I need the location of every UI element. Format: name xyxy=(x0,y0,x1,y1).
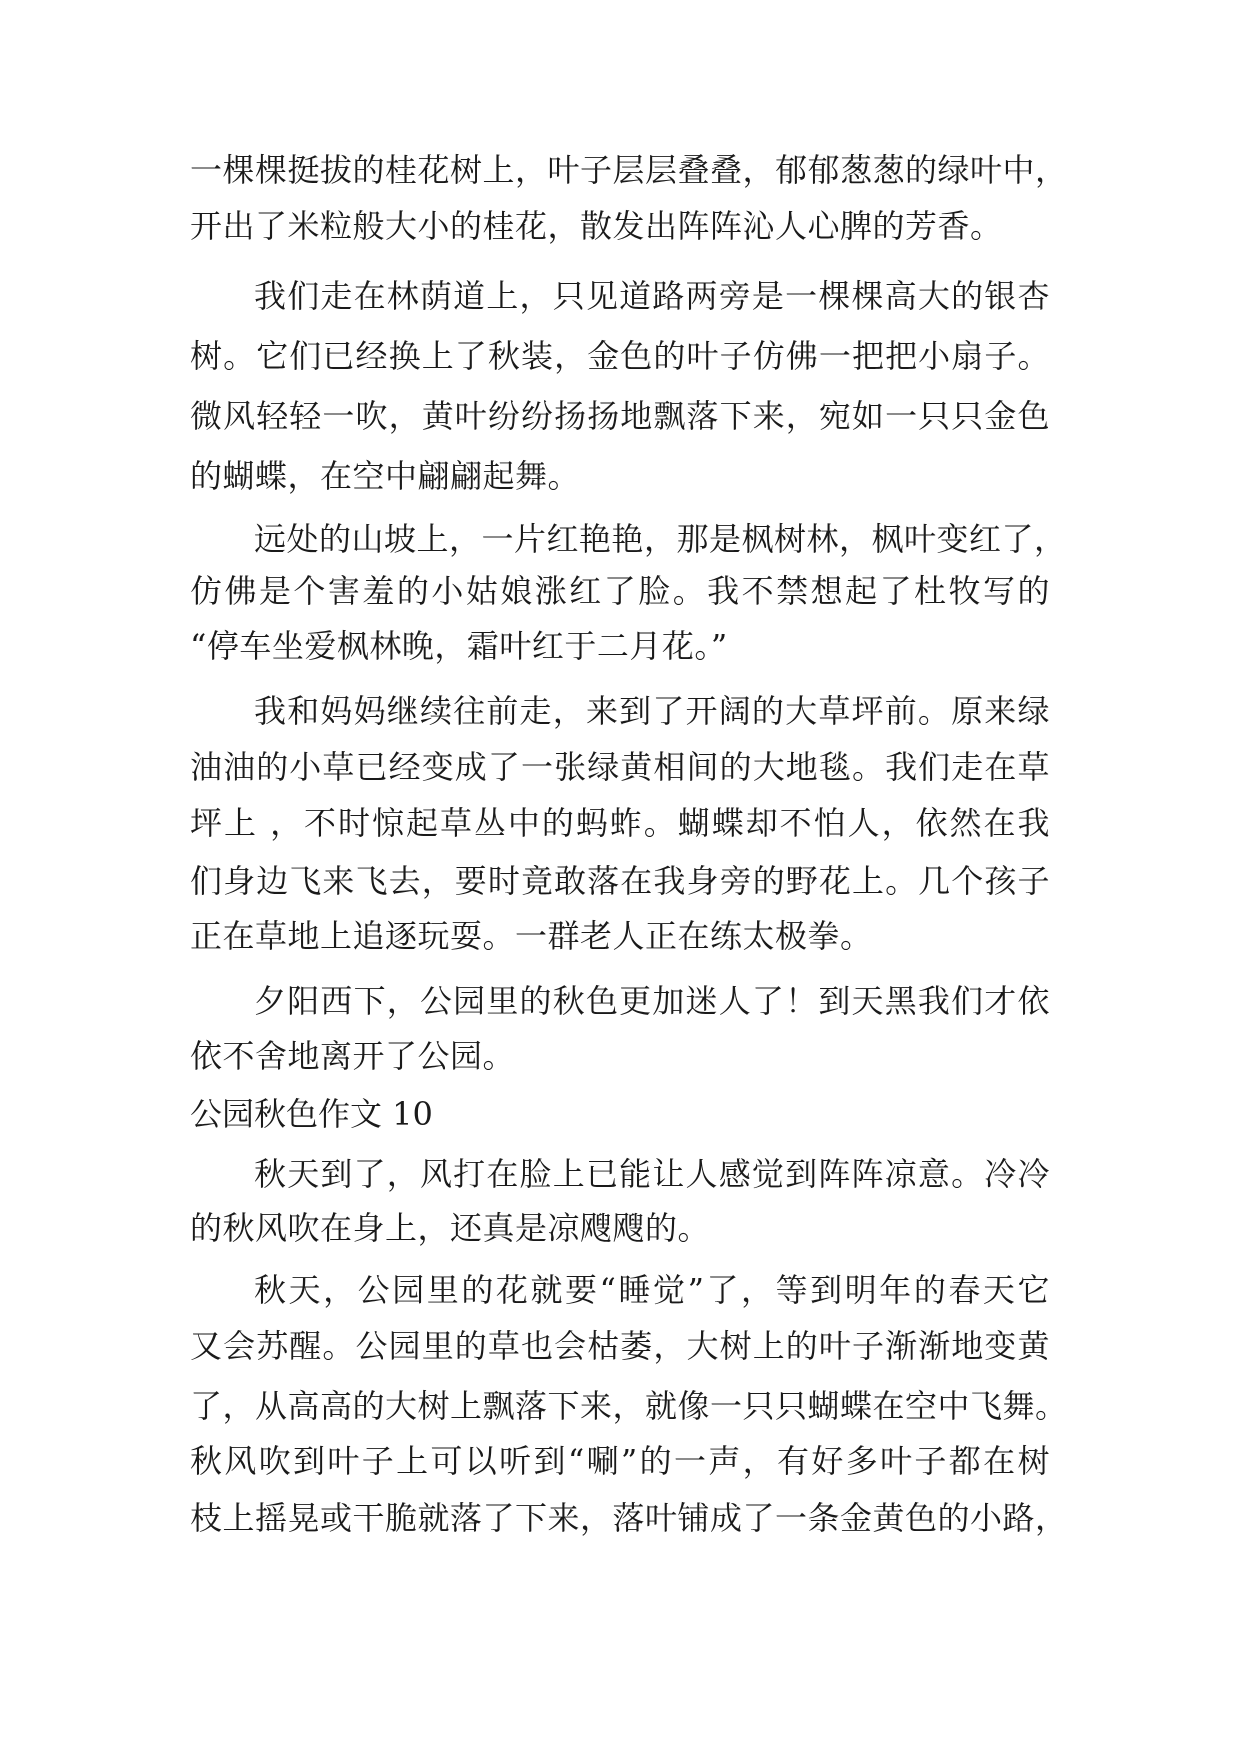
text-line: 了，从高高的大树上飘落下来，就像一只只蝴蝶在空中飞舞。 xyxy=(190,1387,1068,1425)
text-line: 秋风吹到叶子上可以听到“唰”的一声，有好多叶子都在树 xyxy=(190,1442,1050,1480)
text-line: 微风轻轻一吹，黄叶纷纷扬扬地飘落下来，宛如一只只金色 xyxy=(190,397,1050,435)
text-line: 秋天，公园里的花就要“睡觉”了，等到明年的春天它 xyxy=(254,1271,1050,1309)
text-line: 我和妈妈继续往前走，来到了开阔的大草坪前。原来绿 xyxy=(254,692,1050,730)
text-line: 远处的山坡上，一片红艳艳，那是枫树林，枫叶变红了， xyxy=(254,520,1067,558)
text-line: 正在草地上追逐玩耍。一群老人正在练太极拳。 xyxy=(190,917,873,955)
text-line: 仿佛是个害羞的小姑娘涨红了脸。我不禁想起了杜牧写的 xyxy=(190,572,1050,610)
text-line: 开出了米粒般大小的桂花，散发出阵阵沁人心脾的芳香。 xyxy=(190,207,1003,245)
text-line: 树。它们已经换上了秋装，金色的叶子仿佛一把把小扇子。 xyxy=(190,337,1050,375)
text-line: 夕阳西下，公园里的秋色更加迷人了！到天黑我们才依 xyxy=(254,982,1050,1020)
section-heading: 公园秋色作文 10 xyxy=(190,1095,433,1133)
text-line: 又会苏醒。公园里的草也会枯萎，大树上的叶子渐渐地变黄 xyxy=(190,1327,1050,1365)
text-line: 一棵棵挺拔的桂花树上，叶子层层叠叠，郁郁葱葱的绿叶中， xyxy=(190,151,1068,189)
text-line: 们身边飞来飞去，要时竟敢落在我身旁的野花上。几个孩子 xyxy=(190,862,1050,900)
text-line: 的蝴蝶，在空中翩翩起舞。 xyxy=(190,457,581,495)
text-line: 坪上 ，不时惊起草丛中的蚂蚱。蝴蝶却不怕人，依然在我 xyxy=(190,804,1050,842)
text-line: 依不舍地离开了公园。 xyxy=(190,1037,516,1075)
text-line: 秋天到了，风打在脸上已能让人感觉到阵阵凉意。冷冷 xyxy=(254,1155,1050,1193)
text-line: “停车坐爱枫林晚，霜叶红于二月花。” xyxy=(190,627,728,665)
text-line: 油油的小草已经变成了一张绿黄相间的大地毯。我们走在草 xyxy=(190,748,1050,786)
text-line: 枝上摇晃或干脆就落了下来，落叶铺成了一条金黄色的小路， xyxy=(190,1499,1068,1537)
text-line: 我们走在林荫道上，只见道路两旁是一棵棵高大的银杏 xyxy=(254,277,1050,315)
text-line: 的秋风吹在身上，还真是凉飕飕的。 xyxy=(190,1209,711,1247)
